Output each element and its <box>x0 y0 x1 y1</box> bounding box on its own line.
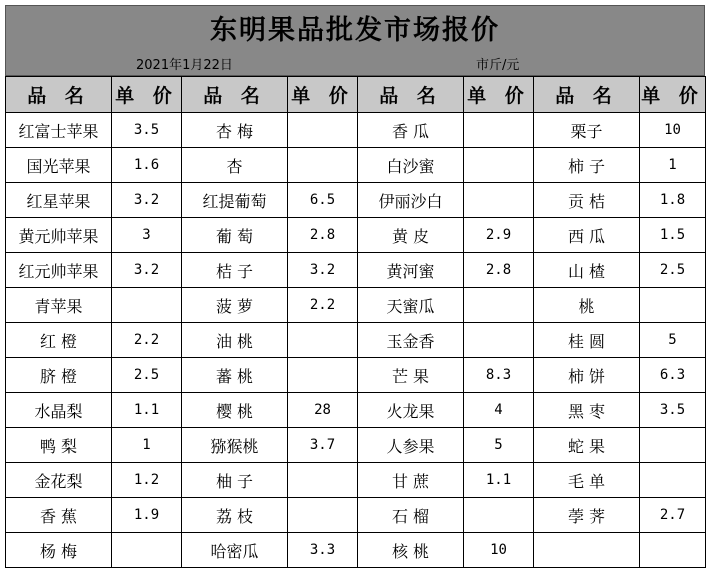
fruit-price-cell <box>464 498 534 533</box>
fruit-name-cell: 杏 梅 <box>182 113 288 148</box>
fruit-name-cell: 玉金香 <box>358 323 464 358</box>
table-row <box>6 253 706 288</box>
fruit-name-cell: 黄元帅苹果 <box>6 218 112 253</box>
fruit-name-cell: 脐 橙 <box>6 358 112 393</box>
column-header-name: 品 名 <box>534 77 640 113</box>
table-row <box>6 498 706 533</box>
fruit-name-cell: 火龙果 <box>358 393 464 428</box>
fruit-price-cell: 1.1 <box>464 463 534 498</box>
table-row <box>6 463 706 498</box>
fruit-price-cell: 6.5 <box>288 183 358 218</box>
fruit-name-cell: 贡 桔 <box>534 183 640 218</box>
table-row <box>6 358 706 393</box>
column-header-price: 单 价 <box>464 77 534 113</box>
fruit-name-cell: 红富士苹果 <box>6 113 112 148</box>
fruit-price-cell: 1 <box>640 148 706 183</box>
fruit-price-cell: 1.2 <box>112 463 182 498</box>
fruit-price-cell <box>464 183 534 218</box>
fruit-price-cell: 2.2 <box>112 323 182 358</box>
column-header-name: 品 名 <box>358 77 464 113</box>
fruit-price-cell: 5 <box>640 323 706 358</box>
fruit-name-cell: 人参果 <box>358 428 464 463</box>
fruit-name-cell: 毛 单 <box>534 463 640 498</box>
fruit-price-cell: 1.8 <box>640 183 706 218</box>
fruit-name-cell: 菠 萝 <box>182 288 288 323</box>
column-header-price: 单 价 <box>640 77 706 113</box>
fruit-name-cell: 杨 梅 <box>6 533 112 568</box>
fruit-price-cell: 2.8 <box>288 218 358 253</box>
fruit-price-cell: 1 <box>112 428 182 463</box>
fruit-price-cell <box>640 533 706 568</box>
fruit-price-cell <box>640 463 706 498</box>
fruit-price-cell: 3.3 <box>288 533 358 568</box>
column-header-name: 品 名 <box>182 77 288 113</box>
fruit-name-cell: 红 橙 <box>6 323 112 358</box>
fruit-name-cell: 香 蕉 <box>6 498 112 533</box>
fruit-name-cell: 桂 圆 <box>534 323 640 358</box>
column-header-price: 单 价 <box>112 77 182 113</box>
fruit-name-cell: 伊丽沙白 <box>358 183 464 218</box>
table-row <box>6 183 706 218</box>
fruit-name-cell: 荔 枝 <box>182 498 288 533</box>
fruit-name-cell: 油 桃 <box>182 323 288 358</box>
fruit-price-cell <box>288 358 358 393</box>
fruit-price-cell: 3.5 <box>112 113 182 148</box>
fruit-name-cell: 樱 桃 <box>182 393 288 428</box>
fruit-price-cell: 3 <box>112 218 182 253</box>
fruit-price-cell: 1.1 <box>112 393 182 428</box>
fruit-price-cell: 2.8 <box>464 253 534 288</box>
column-header-price: 单 价 <box>288 77 358 113</box>
fruit-name-cell: 黄河蜜 <box>358 253 464 288</box>
fruit-name-cell: 甘 蔗 <box>358 463 464 498</box>
fruit-name-cell: 黑 枣 <box>534 393 640 428</box>
fruit-name-cell: 猕猴桃 <box>182 428 288 463</box>
fruit-price-cell: 3.2 <box>288 253 358 288</box>
table-row <box>6 323 706 358</box>
fruit-name-cell: 国光苹果 <box>6 148 112 183</box>
table-row <box>6 393 706 428</box>
fruit-price-cell: 6.3 <box>640 358 706 393</box>
fruit-price-cell <box>464 288 534 323</box>
fruit-name-cell: 水晶梨 <box>6 393 112 428</box>
fruit-name-cell: 红提葡萄 <box>182 183 288 218</box>
fruit-name-cell: 核 桃 <box>358 533 464 568</box>
fruit-price-cell: 1.5 <box>640 218 706 253</box>
fruit-name-cell: 荸 荠 <box>534 498 640 533</box>
fruit-price-cell <box>112 288 182 323</box>
fruit-name-cell: 哈密瓜 <box>182 533 288 568</box>
fruit-name-cell: 白沙蜜 <box>358 148 464 183</box>
fruit-price-cell: 2.7 <box>640 498 706 533</box>
fruit-price-cell: 2.2 <box>288 288 358 323</box>
fruit-name-cell: 红元帅苹果 <box>6 253 112 288</box>
fruit-price-cell <box>640 288 706 323</box>
fruit-price-cell: 3.2 <box>112 183 182 218</box>
fruit-price-cell <box>288 323 358 358</box>
fruit-name-cell: 葡 萄 <box>182 218 288 253</box>
fruit-name-cell: 桔 子 <box>182 253 288 288</box>
fruit-name-cell: 杏 <box>182 148 288 183</box>
fruit-price-cell: 28 <box>288 393 358 428</box>
fruit-name-cell: 桃 <box>534 288 640 323</box>
table-body <box>6 113 706 568</box>
fruit-name-cell: 天蜜瓜 <box>358 288 464 323</box>
table-row <box>6 288 706 323</box>
column-header-name: 品 名 <box>6 77 112 113</box>
fruit-price-cell: 8.3 <box>464 358 534 393</box>
fruit-name-cell: 柿 子 <box>534 148 640 183</box>
fruit-price-cell <box>288 498 358 533</box>
fruit-price-cell <box>640 428 706 463</box>
fruit-price-cell <box>464 113 534 148</box>
table-header-row <box>6 77 706 113</box>
table-row <box>6 428 706 463</box>
price-unit: 市斤/元 <box>476 58 520 73</box>
fruit-price-cell <box>288 113 358 148</box>
fruit-price-cell: 5 <box>464 428 534 463</box>
fruit-price-cell: 1.6 <box>112 148 182 183</box>
fruit-price-cell <box>288 148 358 183</box>
fruit-name-cell: 鸭 梨 <box>6 428 112 463</box>
fruit-name-cell: 芒 果 <box>358 358 464 393</box>
fruit-price-cell: 3.5 <box>640 393 706 428</box>
fruit-price-cell <box>288 463 358 498</box>
table-row <box>6 113 706 148</box>
fruit-name-cell: 黄 皮 <box>358 218 464 253</box>
fruit-price-cell: 3.2 <box>112 253 182 288</box>
fruit-price-cell <box>464 323 534 358</box>
fruit-price-cell: 2.5 <box>640 253 706 288</box>
fruit-name-cell: 柿 饼 <box>534 358 640 393</box>
fruit-price-cell: 2.9 <box>464 218 534 253</box>
fruit-price-cell <box>464 148 534 183</box>
sheet-title: 东明果品批发市场报价 <box>210 15 500 46</box>
table-row <box>6 533 706 568</box>
fruit-price-cell: 4 <box>464 393 534 428</box>
fruit-price-cell: 3.7 <box>288 428 358 463</box>
fruit-price-cell: 10 <box>464 533 534 568</box>
report-date: 2021年1月22日 <box>136 58 233 73</box>
fruit-name-cell: 栗子 <box>534 113 640 148</box>
fruit-name-cell: 金花梨 <box>6 463 112 498</box>
fruit-name-cell: 蕃 桃 <box>182 358 288 393</box>
fruit-name-cell: 柚 子 <box>182 463 288 498</box>
fruit-price-cell <box>112 533 182 568</box>
sheet-header <box>5 5 705 76</box>
price-table <box>5 76 706 568</box>
fruit-price-cell: 10 <box>640 113 706 148</box>
fruit-price-cell: 2.5 <box>112 358 182 393</box>
fruit-name-cell: 山 楂 <box>534 253 640 288</box>
table-row <box>6 218 706 253</box>
fruit-name-cell <box>534 533 640 568</box>
fruit-price-cell: 1.9 <box>112 498 182 533</box>
fruit-name-cell: 香 瓜 <box>358 113 464 148</box>
table-row <box>6 148 706 183</box>
fruit-name-cell: 青苹果 <box>6 288 112 323</box>
fruit-name-cell: 蛇 果 <box>534 428 640 463</box>
fruit-name-cell: 红星苹果 <box>6 183 112 218</box>
fruit-name-cell: 西 瓜 <box>534 218 640 253</box>
fruit-name-cell: 石 榴 <box>358 498 464 533</box>
